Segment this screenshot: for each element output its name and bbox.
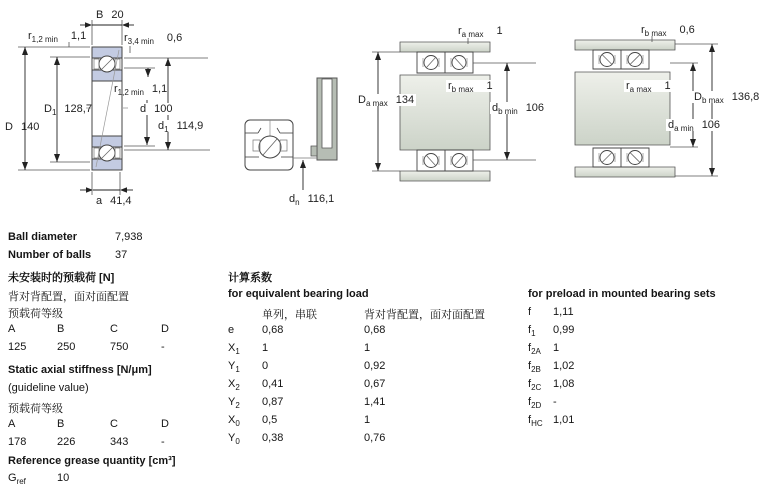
dim-symbol: D — [5, 121, 13, 133]
calc-row — [228, 324, 518, 337]
ball-diameter-label: Ball diameter — [8, 231, 78, 243]
dim-label-D1 — [44, 103, 92, 118]
col-header: A — [8, 323, 16, 335]
stiffness-class-label: 预载荷等级 — [8, 403, 63, 415]
factor-value: 1,11 — [553, 306, 574, 318]
dim-symbol: d — [140, 103, 147, 115]
sub: 2 — [235, 401, 240, 411]
calc-equiv-title: for equivalent bearing load — [228, 288, 369, 300]
factor-symbol — [528, 324, 536, 339]
dim-symbol: d — [289, 193, 296, 205]
dim-symbol: a — [96, 195, 103, 207]
housing-bottom — [575, 167, 675, 177]
dim-subscript: 1 — [164, 125, 169, 135]
cell-value: 750 — [110, 341, 129, 353]
dim-subscript: b max — [701, 96, 724, 106]
sym: Y — [228, 360, 236, 372]
sym: e — [228, 324, 235, 336]
housing-top — [575, 40, 675, 50]
preload-factor-row — [528, 396, 648, 409]
number-of-balls-label: Number of balls — [8, 249, 92, 261]
dim-symbol: r — [114, 83, 118, 95]
drawing-abutment — [245, 78, 337, 190]
sym: Y — [228, 396, 236, 408]
dim-subscript: 1 — [51, 108, 57, 118]
factor-value: 1,08 — [553, 378, 575, 390]
dim-value: 134 — [395, 94, 415, 106]
stiffness-title: Static axial stiffness [N/μm] — [8, 364, 152, 376]
dim-subscript: a max — [461, 30, 484, 40]
factor-value: - — [553, 396, 557, 408]
factor-symbol — [228, 360, 240, 375]
col-header: D — [161, 418, 169, 430]
factor-value: 1 — [553, 342, 560, 354]
factor-value-2: 1 — [364, 342, 371, 354]
stiffness-subtitle: (guideline value) — [8, 382, 89, 394]
preload-factors-title: for preload in mounted bearing sets — [528, 288, 716, 300]
preload-factor-row — [528, 342, 648, 355]
dim-subscript: a max — [365, 99, 388, 109]
grease-title: Reference grease quantity [cm³] — [8, 455, 176, 467]
cell-value: 343 — [110, 436, 129, 448]
factor-value-2: 0,68 — [364, 324, 386, 336]
sub: 1 — [531, 329, 536, 339]
dim-label-ra-max-1 — [458, 25, 503, 40]
grease-row — [8, 472, 208, 487]
number-of-balls-value: 37 — [115, 249, 128, 261]
calc-row — [228, 414, 518, 427]
dim-symbol: D — [358, 94, 366, 106]
dim-label-rb-max-2 — [641, 24, 695, 39]
dim-symbol: r — [28, 30, 32, 42]
preload-factor-row — [528, 306, 648, 319]
dim-label-r12-inner — [114, 83, 168, 98]
dim-label-r34-min — [124, 32, 183, 47]
dim-subscript: 1,2 min — [117, 88, 144, 98]
dim-value: 116,1 — [307, 193, 335, 205]
dim-value: 1 — [664, 80, 671, 92]
sym: f — [528, 342, 532, 354]
preload-unmounted-subtitle: 背对背配置，面对面配置 — [8, 291, 129, 303]
dim-value: 106 — [525, 102, 545, 114]
dim-symbol: r — [626, 80, 630, 92]
dim-subscript: b max — [644, 29, 667, 39]
stiffness-header-row — [8, 418, 208, 431]
dim-value: 1 — [496, 25, 503, 37]
calc-col2-header: 背对背配置，面对面配置 — [364, 309, 485, 321]
preload-factor-row — [528, 414, 648, 427]
col-header: A — [8, 418, 16, 430]
sub: 2C — [531, 383, 542, 393]
factor-symbol — [528, 342, 541, 357]
dim-label-r12-min — [28, 30, 87, 45]
dim-symbol: D — [44, 103, 52, 115]
sym: f — [528, 378, 532, 390]
dim-subscript: b min — [498, 107, 518, 117]
dim-value: 114,9 — [176, 120, 204, 132]
factor-value-2: 1 — [364, 414, 371, 426]
sub: 0 — [235, 437, 240, 447]
sym: X — [228, 414, 236, 426]
dim-value: 1 — [486, 80, 493, 92]
factor-symbol — [228, 396, 240, 411]
calc-col1-header: 单列，串联 — [262, 309, 317, 321]
ball-diameter-value: 7,938 — [115, 231, 143, 243]
factor-value-1: 0,87 — [262, 396, 284, 408]
factor-value: 1,01 — [553, 414, 575, 426]
calc-title: 计算系数 — [228, 272, 272, 284]
cell-value: 178 — [8, 436, 27, 448]
dim-label-d — [138, 103, 174, 115]
factor-symbol — [528, 360, 541, 375]
dim-value: 0,6 — [679, 24, 695, 36]
grease-symbol — [8, 472, 26, 487]
housing-top — [400, 42, 490, 52]
col-header: D — [161, 323, 169, 335]
factor-value-1: 0 — [262, 360, 269, 372]
calc-row — [228, 360, 518, 373]
dim-label-B — [96, 9, 124, 21]
factor-value-1: 0,38 — [262, 432, 284, 444]
grease-value: 10 — [57, 472, 70, 484]
dim-value: 140 — [20, 121, 40, 133]
sym: G — [8, 472, 17, 484]
factor-symbol — [228, 342, 240, 357]
preload-value-row — [8, 341, 208, 354]
factor-symbol — [228, 414, 240, 429]
preload-header-row — [8, 323, 208, 336]
dim-symbol: B — [96, 9, 104, 21]
col-header: C — [110, 323, 118, 335]
dim-subscript: a min — [674, 124, 694, 134]
dim-symbol: r — [641, 24, 645, 36]
sub: 2 — [235, 383, 240, 393]
dim-label-db-min — [490, 102, 546, 117]
dim-value: 20 — [111, 9, 124, 21]
preload-factor-row — [528, 324, 648, 337]
factor-value-1: 0,41 — [262, 378, 284, 390]
preload-class-label: 预载荷等级 — [8, 308, 63, 320]
dim-subscript: n — [295, 198, 300, 208]
sym: f — [528, 306, 532, 318]
dim-symbol: d — [668, 119, 675, 131]
dim-value: 106 — [701, 119, 721, 131]
factor-symbol — [528, 306, 531, 318]
dim-label-d1 — [156, 120, 205, 135]
cell-value: 250 — [57, 341, 76, 353]
dim-value: 41,4 — [110, 195, 132, 207]
sym: Y — [228, 432, 236, 444]
dim-value: 128,7 — [64, 103, 92, 115]
sym: f — [528, 396, 532, 408]
factor-value-1: 0,68 — [262, 324, 284, 336]
cell-value: 125 — [8, 341, 27, 353]
factor-value-2: 0,92 — [364, 360, 386, 372]
sub: 2D — [531, 401, 542, 411]
sub: 2A — [531, 347, 541, 357]
col-header: B — [57, 418, 65, 430]
col-header: C — [110, 418, 118, 430]
dim-value: 100 — [154, 103, 173, 115]
drawing-mounted-set-2 — [575, 36, 721, 177]
sub: 1 — [235, 365, 240, 375]
factor-symbol — [528, 396, 542, 411]
cell-value: 226 — [57, 436, 76, 448]
dim-label-a — [96, 195, 132, 207]
dim-subscript: 3,4 min — [127, 37, 154, 47]
sym: f — [528, 414, 532, 426]
sym: f — [528, 360, 532, 372]
factor-value: 1,02 — [553, 360, 575, 372]
dim-symbol: r — [448, 80, 452, 92]
dim-subscript: b max — [451, 85, 474, 95]
dim-label-D — [5, 121, 39, 133]
sym: X — [228, 342, 236, 354]
factor-symbol — [528, 378, 542, 393]
dim-symbol: d — [492, 102, 499, 114]
calc-row — [228, 432, 518, 445]
stiffness-value-row — [8, 436, 208, 449]
dim-symbol: r — [124, 32, 128, 44]
preload-factor-row — [528, 360, 648, 373]
dim-value: 136,8 — [731, 91, 760, 103]
sym: f — [528, 324, 532, 336]
calc-header-row — [228, 306, 518, 319]
dim-symbol: d — [158, 120, 165, 132]
factor-symbol — [228, 378, 240, 393]
factor-symbol — [228, 324, 234, 336]
sub: ref — [16, 477, 26, 487]
dim-symbol: D — [694, 91, 702, 103]
dim-subscript: 1,2 min — [31, 35, 58, 45]
factor-symbol — [528, 414, 543, 429]
sub: HC — [531, 419, 543, 429]
sub: 2B — [531, 365, 541, 375]
dim-label-Da-max — [356, 94, 416, 109]
dim-label-dn — [289, 193, 335, 208]
sub: 0 — [235, 419, 240, 429]
sub: 1 — [235, 347, 240, 357]
preload-unmounted-title: 未安装时的预载荷 [N] — [8, 272, 115, 284]
dim-label-rb-max-1 — [446, 80, 495, 95]
dim-value: 1,1 — [151, 83, 168, 95]
dim-label-ra-max-2 — [624, 80, 673, 95]
sym: X — [228, 378, 236, 390]
dim-value: 0,6 — [166, 32, 183, 44]
preload-factor-row — [528, 378, 648, 391]
calc-row — [228, 342, 518, 355]
dim-label-Db-max — [692, 91, 761, 106]
factor-value-1: 1 — [262, 342, 269, 354]
dim-label-da-min — [666, 119, 722, 134]
col-header: B — [57, 323, 65, 335]
factor-value: 0,99 — [553, 324, 575, 336]
factor-value-1: 0,5 — [262, 414, 278, 426]
cell-value: - — [161, 436, 165, 448]
dim-value: 1,1 — [70, 30, 87, 42]
dim-subscript: a max — [629, 85, 652, 95]
factor-value-2: 0,76 — [364, 432, 386, 444]
factor-value-2: 0,67 — [364, 378, 386, 390]
factor-value-2: 1,41 — [364, 396, 386, 408]
dim-symbol: r — [458, 25, 462, 37]
factor-symbol — [228, 432, 240, 447]
housing-bottom — [400, 171, 490, 181]
calc-row — [228, 396, 518, 409]
calc-row — [228, 378, 518, 391]
cell-value: - — [161, 341, 165, 353]
